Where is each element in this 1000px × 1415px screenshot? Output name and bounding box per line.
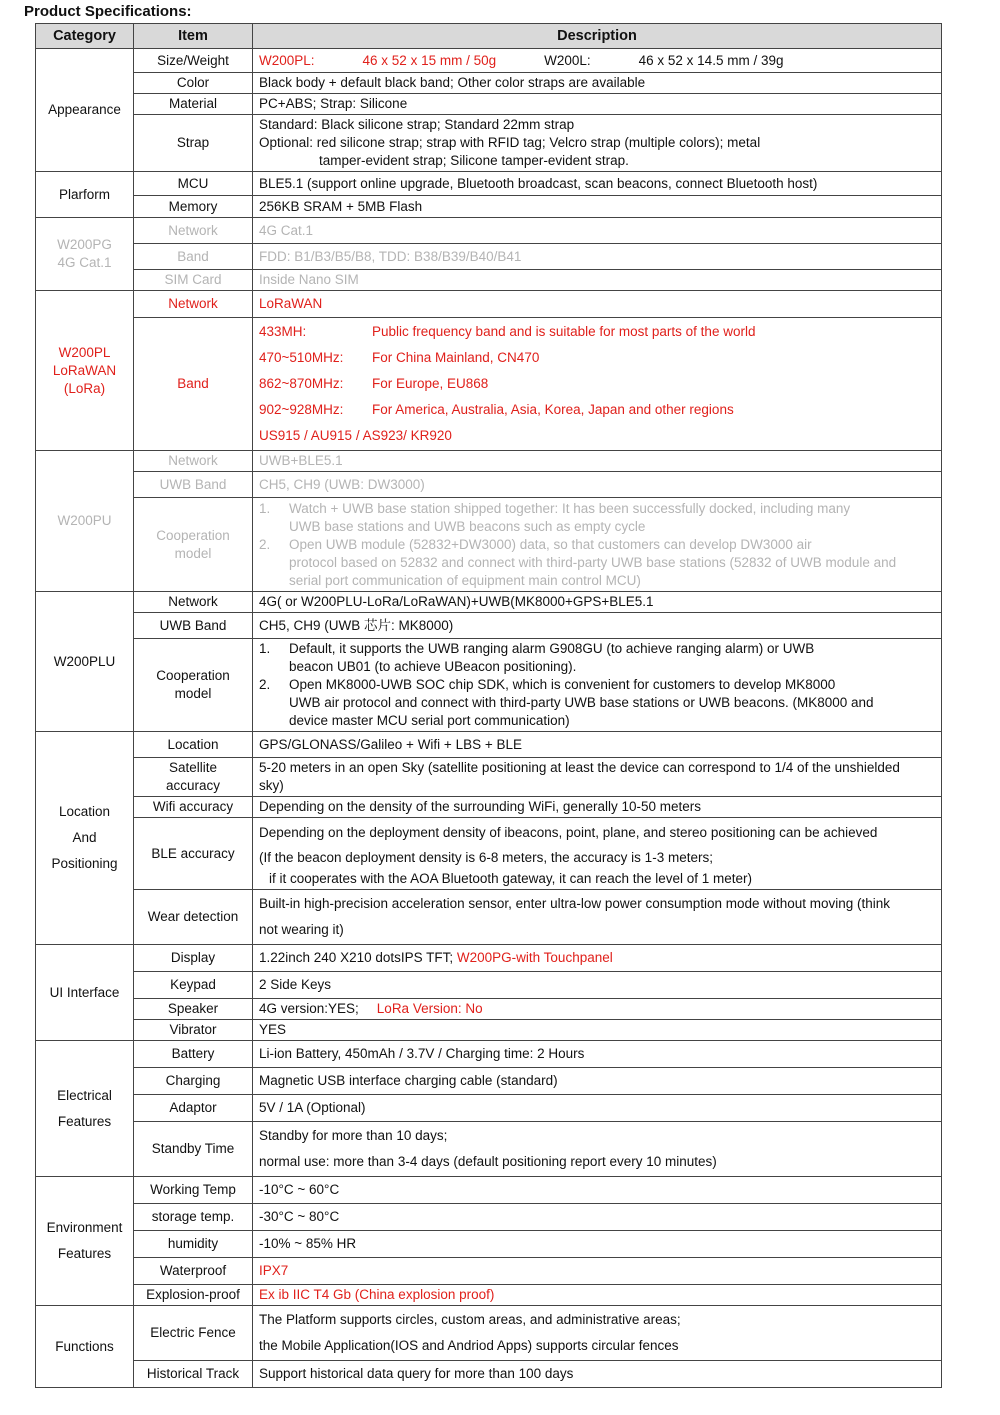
desc-adaptor: 5V / 1A (Optional) bbox=[253, 1095, 942, 1122]
table-row bbox=[36, 291, 942, 318]
item-battery: Battery bbox=[134, 1041, 253, 1068]
table-row bbox=[36, 1285, 942, 1306]
desc-track: Support historical data query for more than 100 days bbox=[253, 1361, 942, 1388]
pu-coop2-l3: serial port communication of equipment main control MCU) bbox=[289, 572, 641, 588]
table-row bbox=[36, 999, 942, 1020]
item-pu-uwb: UWB Band bbox=[134, 472, 253, 498]
strap-line-2: Optional: red silicone strap; strap with RFID tag; Velcro strap (multiple colors); metal bbox=[259, 135, 761, 150]
desc-display bbox=[253, 945, 942, 972]
table-row bbox=[36, 49, 942, 73]
item-adaptor: Adaptor bbox=[134, 1095, 253, 1122]
ble-line-1: Depending on the deployment density of ibeacons, point, plane, and stereo positioning can be achieved bbox=[259, 824, 878, 840]
ble-line-2: (If the beacon deployment density is 6-8 meters, the accuracy is 1-3 meters; bbox=[259, 849, 713, 865]
item-location: Location bbox=[134, 732, 253, 758]
desc-color: Black body + default black band; Other color straps are available bbox=[253, 73, 942, 94]
table-row bbox=[36, 196, 942, 218]
table-row bbox=[36, 1258, 942, 1285]
table-row bbox=[36, 172, 942, 196]
table-row bbox=[36, 1204, 942, 1231]
item-color: Color bbox=[134, 73, 253, 94]
band-line-last: US915 / AU915 / AS923/ KR920 bbox=[259, 428, 452, 443]
table-row bbox=[36, 451, 942, 472]
table-row bbox=[36, 115, 942, 172]
desc-standby bbox=[253, 1122, 942, 1177]
plu-coop-1 bbox=[259, 640, 935, 676]
location-line-1: Location bbox=[58, 804, 111, 819]
strap-line-3: tamper-evident strap; Silicone tamper-evident strap. bbox=[319, 153, 629, 168]
table-row bbox=[36, 1231, 942, 1258]
desc-fence bbox=[253, 1306, 942, 1361]
plu-coop2-l1: Open MK8000-UWB SOC chip SDK, which is convenient for customers to develop MK8000 bbox=[289, 677, 836, 692]
table-row bbox=[36, 613, 942, 639]
pu-coop2-l2: protocol based on 52832 and connect with third-party UWB base stations (52832 of UWB module and bbox=[289, 554, 897, 570]
spec-table bbox=[35, 23, 942, 1388]
desc-pl-band bbox=[253, 318, 942, 451]
desc-plu-uwb: CH5, CH9 (UWB 芯片: MK8000) bbox=[253, 613, 942, 639]
location-line-3: Positioning bbox=[51, 856, 118, 871]
desc-pg-band: FDD: B1/B3/B5/B8, TDD: B38/B39/B40/B41 bbox=[253, 244, 942, 270]
band-line bbox=[259, 371, 935, 397]
category-w200pu: W200PU bbox=[36, 451, 134, 592]
table-row bbox=[36, 498, 942, 592]
table-row bbox=[36, 1068, 942, 1095]
table-row bbox=[36, 890, 942, 945]
pu-coop-1 bbox=[259, 500, 935, 536]
band-freq: 433MH: bbox=[259, 324, 307, 339]
band-freq: 862~870MHz: bbox=[259, 376, 344, 391]
w200pl-line-1: W200PL bbox=[58, 344, 111, 360]
electrical-line-2: Features bbox=[57, 1113, 112, 1129]
category-functions: Functions bbox=[36, 1306, 134, 1388]
desc-material: PC+ABS; Strap: Silicone bbox=[253, 94, 942, 115]
list-number: 2. bbox=[259, 677, 271, 692]
plu-coop1-l1: Default, it supports the UWB ranging alarm G908GU (to achieve ranging alarm) or UWB bbox=[289, 641, 815, 656]
list-number: 2. bbox=[259, 536, 271, 552]
table-row bbox=[36, 1095, 942, 1122]
category-ui: UI Interface bbox=[36, 945, 134, 1041]
desc-pu-uwb: CH5, CH9 (UWB: DW3000) bbox=[253, 472, 942, 498]
category-electrical bbox=[36, 1041, 134, 1177]
plu-coop-line-2: model bbox=[174, 686, 212, 701]
table-row bbox=[36, 1306, 942, 1361]
w200pg-line-2: 4G Cat.1 bbox=[57, 255, 112, 270]
band-line bbox=[259, 319, 935, 345]
item-working-temp: Working Temp bbox=[134, 1177, 253, 1204]
desc-battery: Li-ion Battery, 450mAh / 3.7V / Charging time: 2 Hours bbox=[253, 1041, 942, 1068]
fence-line-2: the Mobile Application(IOS and Andriod Apps) supports circular fences bbox=[259, 1338, 679, 1353]
w200pl-line-2: LoRaWAN bbox=[52, 362, 117, 378]
table-row bbox=[36, 818, 942, 890]
item-explosion: Explosion-proof bbox=[134, 1285, 253, 1306]
table-row bbox=[36, 1361, 942, 1388]
item-memory: Memory bbox=[134, 196, 253, 218]
sat-desc-2: sky) bbox=[259, 778, 284, 793]
desc-wear bbox=[253, 890, 942, 945]
band-desc: For Europe, EU868 bbox=[372, 376, 489, 391]
desc-explosion: Ex ib IIC T4 Gb (China explosion proof) bbox=[253, 1285, 942, 1306]
desc-mcu: BLE5.1 (support online upgrade, Bluetooth broadcast, scan beacons, connect Bluetooth host) bbox=[253, 172, 942, 196]
fence-line-1: The Platform supports circles, custom areas, and administrative areas; bbox=[259, 1312, 681, 1327]
item-pl-band: Band bbox=[134, 318, 253, 451]
item-charging: Charging bbox=[134, 1068, 253, 1095]
size-l-label: W200L: bbox=[544, 52, 591, 68]
desc-humidity: -10% ~ 85% HR bbox=[253, 1231, 942, 1258]
band-desc: For China Mainland, CN470 bbox=[372, 350, 540, 365]
desc-keypad: 2 Side Keys bbox=[253, 972, 942, 999]
item-waterproof: Waterproof bbox=[134, 1258, 253, 1285]
plu-coop-line-1: Cooperation bbox=[156, 668, 230, 683]
desc-working-temp: -10°C ~ 60°C bbox=[253, 1177, 942, 1204]
table-row bbox=[36, 1177, 942, 1204]
header-description: Description bbox=[253, 24, 942, 49]
table-row bbox=[36, 270, 942, 291]
page-title: Product Specifications: bbox=[24, 3, 192, 20]
display-text: 1.22inch 240 X210 dotsIPS TFT; bbox=[259, 950, 454, 965]
desc-pu-coop bbox=[253, 498, 942, 592]
pu-coop-2 bbox=[259, 536, 935, 590]
item-ble: BLE accuracy bbox=[134, 818, 253, 890]
pu-coop1-l1: Watch + UWB base station shipped together: It has been successfully docked, including many bbox=[289, 500, 851, 516]
item-keypad: Keypad bbox=[134, 972, 253, 999]
desc-size-weight bbox=[253, 49, 942, 73]
desc-pg-network: 4G Cat.1 bbox=[253, 218, 942, 244]
category-location bbox=[36, 732, 134, 945]
display-red-text: W200PG-with Touchpanel bbox=[456, 950, 613, 965]
category-platform: Plarform bbox=[36, 172, 134, 218]
category-environment bbox=[36, 1177, 134, 1306]
table-row bbox=[36, 1020, 942, 1041]
table-row bbox=[36, 972, 942, 999]
table-row bbox=[36, 73, 942, 94]
desc-satellite bbox=[253, 758, 942, 797]
desc-wifi: Depending on the density of the surrounding WiFi, generally 10-50 meters bbox=[253, 797, 942, 818]
ble-line-3: if it cooperates with the AOA Bluetooth gateway, it can reach the level of 1 meter) bbox=[269, 870, 753, 886]
speaker-text: 4G version:YES; bbox=[259, 1001, 359, 1016]
wear-line-2: not wearing it) bbox=[259, 922, 344, 937]
table-row bbox=[36, 218, 942, 244]
item-track: Historical Track bbox=[134, 1361, 253, 1388]
item-mcu: MCU bbox=[134, 172, 253, 196]
table-row bbox=[36, 94, 942, 115]
item-fence: Electric Fence bbox=[134, 1306, 253, 1361]
band-desc: Public frequency band and is suitable for most parts of the world bbox=[372, 324, 756, 339]
item-pu-coop bbox=[134, 498, 253, 592]
item-pg-sim: SIM Card bbox=[134, 270, 253, 291]
desc-strap bbox=[253, 115, 942, 172]
size-pl-label: W200PL: bbox=[259, 52, 315, 68]
standby-line-1: Standby for more than 10 days; bbox=[259, 1128, 448, 1143]
item-plu-coop bbox=[134, 639, 253, 732]
table-row bbox=[36, 758, 942, 797]
desc-charging: Magnetic USB interface charging cable (standard) bbox=[253, 1068, 942, 1095]
item-wear: Wear detection bbox=[134, 890, 253, 945]
item-wifi: Wifi accuracy bbox=[134, 797, 253, 818]
header-category: Category bbox=[36, 24, 134, 49]
pu-coop2-l1: Open UWB module (52832+DW3000) data, so that customers can develop DW3000 air bbox=[289, 536, 812, 552]
table-row bbox=[36, 797, 942, 818]
w200pg-line-1: W200PG bbox=[57, 237, 112, 252]
sat-line-2: accuracy bbox=[165, 778, 221, 793]
table-row bbox=[36, 945, 942, 972]
item-pl-network: Network bbox=[134, 291, 253, 318]
desc-ble bbox=[253, 818, 942, 890]
item-vibrator: Vibrator bbox=[134, 1020, 253, 1041]
header-item: Item bbox=[134, 24, 253, 49]
item-strap: Strap bbox=[134, 115, 253, 172]
environment-line-1: Environment bbox=[46, 1220, 123, 1235]
pu-coop-line-1: Cooperation bbox=[156, 527, 230, 543]
category-w200pl bbox=[36, 291, 134, 451]
table-header-row bbox=[36, 24, 942, 49]
table-row bbox=[36, 592, 942, 613]
band-freq: 470~510MHz: bbox=[259, 350, 344, 365]
desc-plu-network: 4G( or W200PLU-LoRa/LoRaWAN)+UWB(MK8000+GPS+BLE5.1 bbox=[253, 592, 942, 613]
strap-line-1: Standard: Black silicone strap; Standard 22mm strap bbox=[259, 117, 575, 132]
desc-location: GPS/GLONASS/Galileo + Wifi + LBS + BLE bbox=[253, 732, 942, 758]
item-pu-network: Network bbox=[134, 451, 253, 472]
list-number: 1. bbox=[259, 641, 271, 656]
desc-pl-network: LoRaWAN bbox=[253, 291, 942, 318]
table-row bbox=[36, 732, 942, 758]
sat-line-1: Satellite bbox=[168, 760, 218, 775]
item-pg-network: Network bbox=[134, 218, 253, 244]
pu-coop1-l2: UWB base stations and UWB beacons such as empty cycle bbox=[289, 518, 646, 534]
table-row bbox=[36, 1122, 942, 1177]
desc-memory: 256KB SRAM + 5MB Flash bbox=[253, 196, 942, 218]
standby-line-2: normal use: more than 3-4 days (default positioning report every 10 minutes) bbox=[259, 1154, 717, 1169]
item-humidity: humidity bbox=[134, 1231, 253, 1258]
item-storage-temp: storage temp. bbox=[134, 1204, 253, 1231]
table-row bbox=[36, 639, 942, 732]
band-line bbox=[259, 345, 935, 371]
speaker-red-text: LoRa Version: No bbox=[376, 1001, 483, 1016]
band-desc: For America, Australia, Asia, Korea, Japan and other regions bbox=[372, 402, 734, 417]
table-row bbox=[36, 244, 942, 270]
plu-coop2-l2: UWB air protocol and connect with third-party UWB base stations or UWB beacons. (MK8000 and bbox=[289, 695, 874, 710]
category-w200pg bbox=[36, 218, 134, 291]
plu-coop2-l3: device master MCU serial port communication) bbox=[289, 713, 570, 728]
sat-desc-1: 5-20 meters in an open Sky (satellite positioning at least the device can correspond to 1/4 of the unshielded bbox=[259, 760, 900, 775]
w200pl-line-3: (LoRa) bbox=[63, 380, 106, 396]
item-material: Material bbox=[134, 94, 253, 115]
environment-line-2: Features bbox=[57, 1246, 112, 1261]
desc-waterproof: IPX7 bbox=[253, 1258, 942, 1285]
item-plu-network: Network bbox=[134, 592, 253, 613]
table-row bbox=[36, 318, 942, 451]
desc-pg-sim: Inside Nano SIM bbox=[253, 270, 942, 291]
category-appearance: Appearance bbox=[36, 49, 134, 172]
desc-storage-temp: -30°C ~ 80°C bbox=[253, 1204, 942, 1231]
desc-plu-coop bbox=[253, 639, 942, 732]
desc-pu-network: UWB+BLE5.1 bbox=[253, 451, 942, 472]
plu-coop1-l2: beacon UB01 (to achieve UBeacon positioning). bbox=[289, 659, 577, 674]
band-line bbox=[259, 397, 935, 423]
size-l-value: 46 x 52 x 14.5 mm / 39g bbox=[638, 52, 784, 68]
item-size-weight: Size/Weight bbox=[134, 49, 253, 73]
wear-line-1: Built-in high-precision acceleration sensor, enter ultra-low power consumption mode without moving (think bbox=[259, 896, 891, 911]
list-number: 1. bbox=[259, 500, 271, 516]
item-pg-band: Band bbox=[134, 244, 253, 270]
item-speaker: Speaker bbox=[134, 999, 253, 1020]
item-standby: Standby Time bbox=[134, 1122, 253, 1177]
table-row bbox=[36, 1041, 942, 1068]
table-row bbox=[36, 472, 942, 498]
category-w200plu: W200PLU bbox=[36, 592, 134, 732]
desc-speaker bbox=[253, 999, 942, 1020]
electrical-line-1: Electrical bbox=[57, 1087, 112, 1103]
size-pl-value: 46 x 52 x 15 mm / 50g bbox=[362, 52, 497, 68]
band-freq: 902~928MHz: bbox=[259, 402, 344, 417]
item-plu-uwb: UWB Band bbox=[134, 613, 253, 639]
item-satellite bbox=[134, 758, 253, 797]
desc-vibrator: YES bbox=[253, 1020, 942, 1041]
plu-coop-2 bbox=[259, 676, 935, 730]
item-display: Display bbox=[134, 945, 253, 972]
pu-coop-line-2: model bbox=[174, 545, 212, 561]
location-line-2: And bbox=[72, 830, 97, 845]
